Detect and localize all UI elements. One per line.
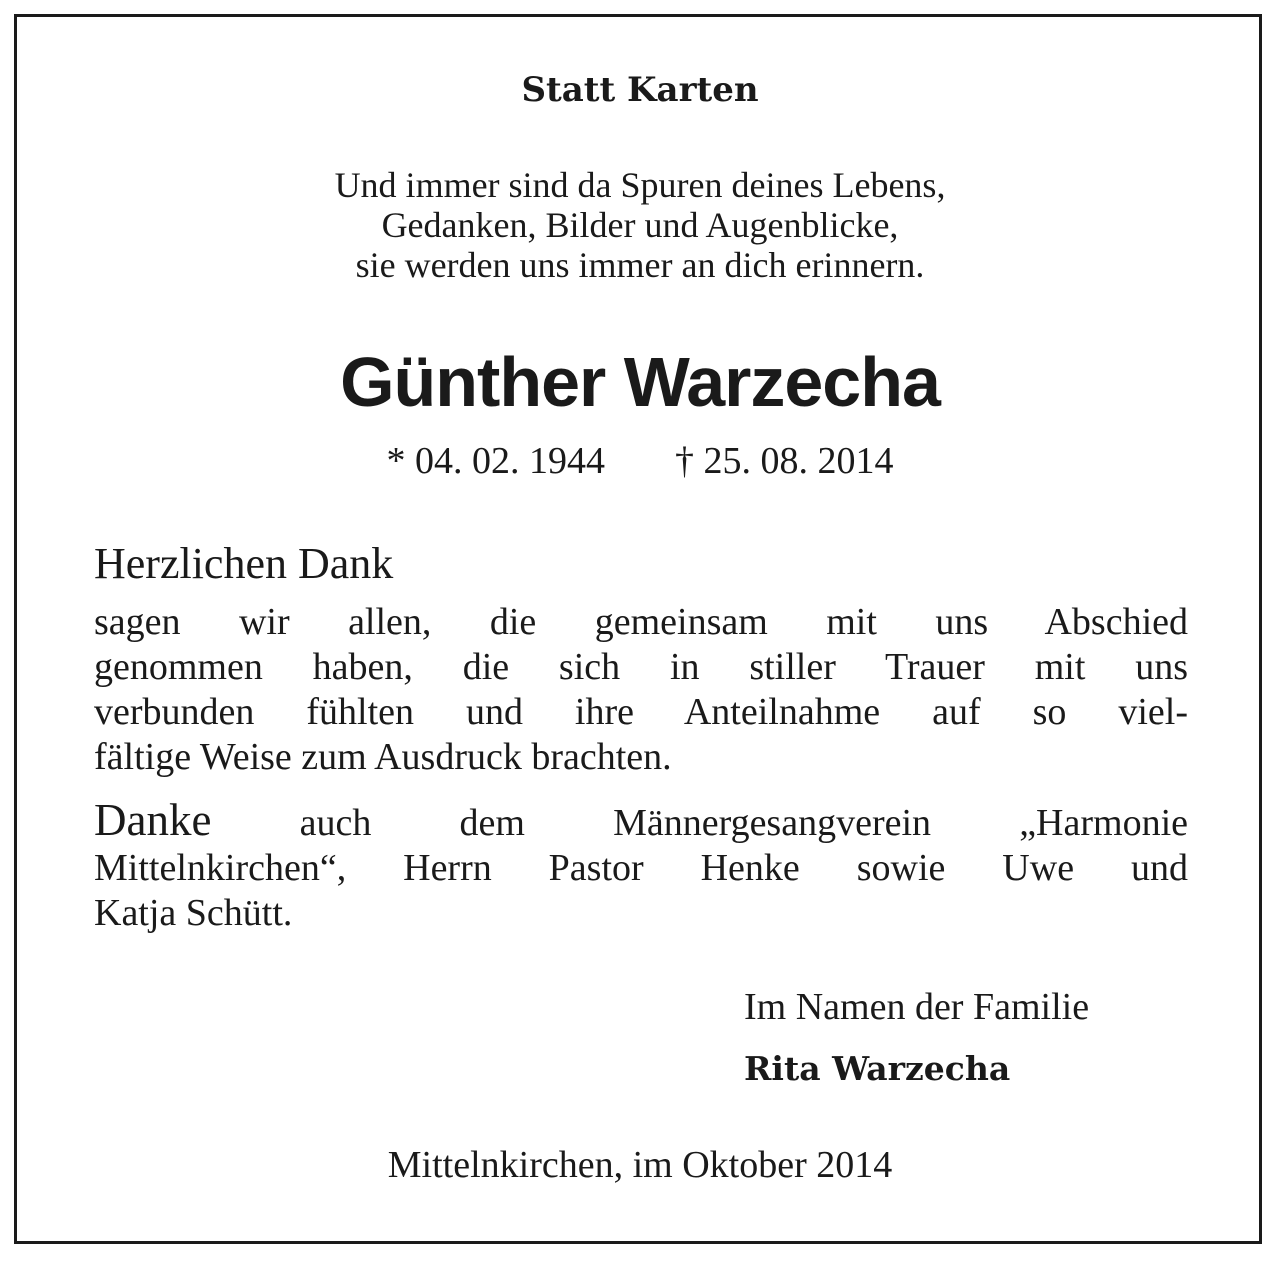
poem-line: Und immer sind da Spuren deines Lebens, xyxy=(334,165,946,205)
danke-line xyxy=(94,795,1188,846)
place-date: Mittelnkirchen, im Oktober 2014 xyxy=(387,1144,893,1186)
danke-line-rest: auch dem Männergesangverein „Harmonie xyxy=(211,802,1188,844)
thanks-heading: Herzlichen Dank xyxy=(94,539,394,588)
thanks-line: sagen wir allen, die gemeinsam mit uns Abschied xyxy=(94,601,1188,643)
thanks-paragraph xyxy=(94,600,1188,780)
thanks-line: fältige Weise zum Ausdruck brachten. xyxy=(94,736,672,778)
poem-line: sie werden uns immer an dich erinnern. xyxy=(355,245,925,285)
death-date: † 25. 08. 2014 xyxy=(675,440,894,482)
birth-date: * 04. 02. 1944 xyxy=(386,440,605,482)
danke-line: Katja Schütt. xyxy=(94,892,293,934)
poem-line: Gedanken, Bilder und Augenblicke, xyxy=(381,205,899,245)
header-title: Statt Karten xyxy=(521,70,759,110)
thanks-line: genommen haben, die sich in stiller Trauer mit uns xyxy=(94,646,1188,688)
thanks-line: verbunden fühlten und ihre Anteilnahme auf so viel- xyxy=(94,691,1188,733)
life-dates xyxy=(0,438,1280,484)
deceased-name: Günther Warzecha xyxy=(340,343,940,421)
signature-name: Rita Warzecha xyxy=(744,1049,1011,1088)
signature-line: Im Namen der Familie xyxy=(744,986,1090,1028)
danke-word: Danke xyxy=(94,795,212,845)
poem xyxy=(0,165,1280,285)
danke-line: Mittelnkirchen“, Herrn Pastor Henke sowie Uwe und xyxy=(94,847,1188,889)
danke-paragraph xyxy=(94,795,1188,936)
